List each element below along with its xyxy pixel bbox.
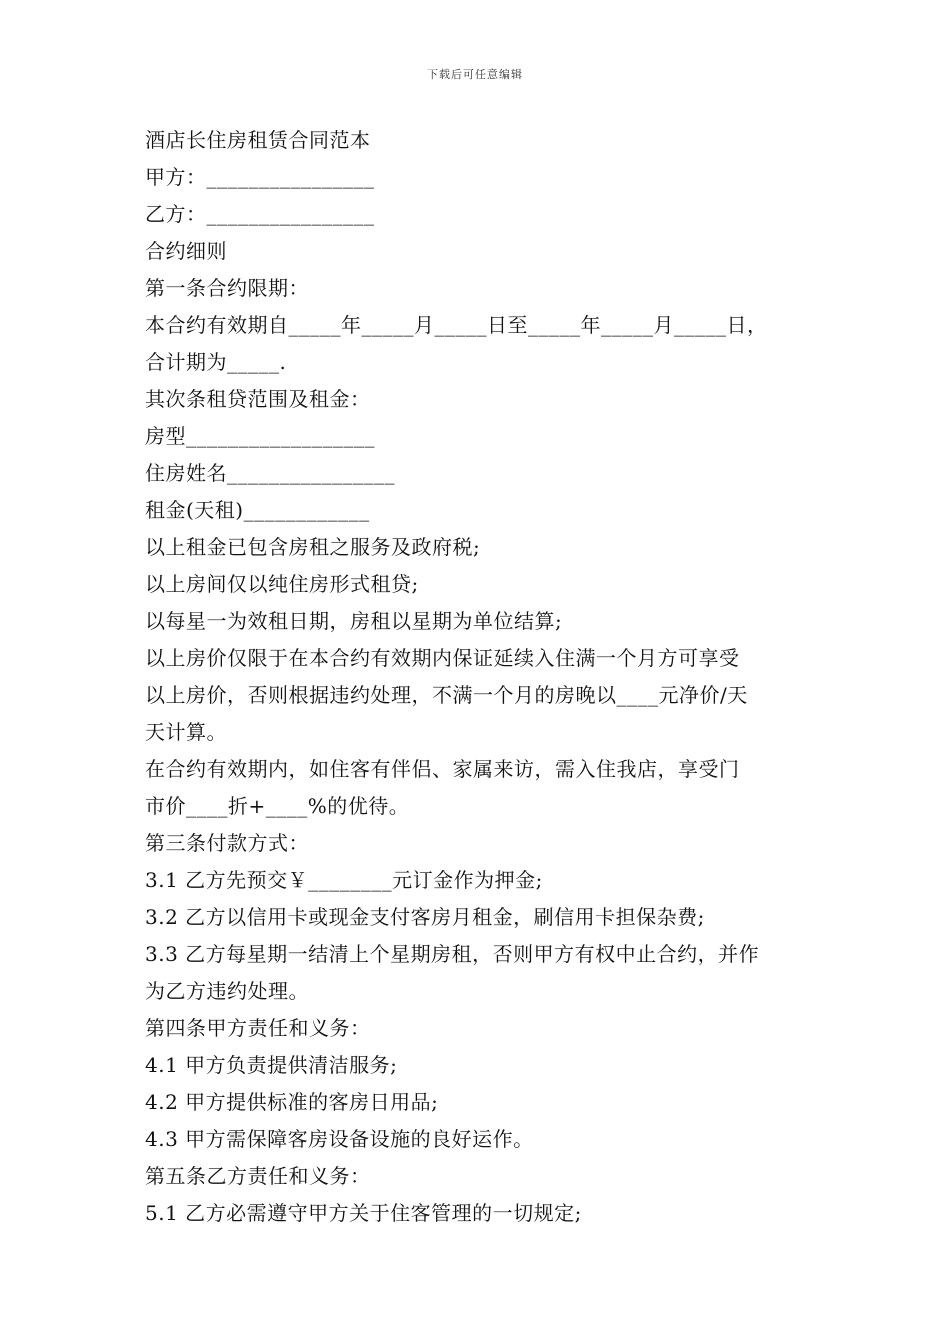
payment-clause-3-1: 3.1 乙方先预交￥________元订金作为押金; [145, 868, 543, 892]
rent-clause-2: 以上房间仅以纯住房形式租贷; [145, 572, 419, 596]
document-body [145, 122, 815, 1232]
page-header-note: 下载后可任意编辑 [427, 68, 523, 81]
party-a-duty-4-3: 4.3 甲方需保障客房设备设施的良好运作。 [145, 1127, 534, 1151]
rent-clause-4-line-3: 天计算。 [145, 720, 227, 744]
party-a-line: 甲方：________________ [145, 165, 375, 189]
party-b-line: 乙方：________________ [145, 202, 375, 226]
party-b-duty-5-1: 5.1 乙方必需遵守甲方关于住客管理的一切规定; [145, 1201, 582, 1225]
daily-rent-line: 租金(天租)____________ [145, 498, 370, 522]
article-1-total-line: 合计期为_____. [145, 350, 287, 374]
article-2-heading: 其次条租贷范围及租金： [145, 387, 371, 411]
rent-clause-4-line-2: 以上房价，否则根据违约处理，不满一个月的房晚以____元净价/天 [145, 683, 748, 707]
article-3-heading: 第三条付款方式： [145, 831, 309, 855]
payment-clause-3-3-line-1: 3.3 乙方每星期一结清上个星期房租，否则甲方有权中止合约，并作 [145, 942, 760, 966]
article-1-period-line: 本合约有效期自_____年_____月_____日至_____年_____月_____日， [145, 313, 768, 337]
rent-clause-5-line-2: 市价____折+____%的优待。 [145, 794, 410, 818]
party-a-duty-4-1: 4.1 甲方负责提供清洁服务; [145, 1053, 398, 1077]
payment-clause-3-3-line-2: 为乙方违约处理。 [145, 979, 309, 1003]
rent-clause-5-line-1: 在合约有效期内，如住客有伴侣、家属来访，需入住我店，享受门 [145, 757, 740, 781]
article-5-heading: 第五条乙方责任和义务： [145, 1164, 371, 1188]
guest-name-line: 住房姓名________________ [145, 461, 395, 485]
room-type-line: 房型__________________ [145, 424, 375, 448]
section-heading-rules: 合约细则 [145, 239, 227, 263]
article-1-heading: 第一条合约限期： [145, 276, 309, 300]
party-a-duty-4-2: 4.2 甲方提供标准的客房日用品; [145, 1090, 439, 1114]
rent-clause-1: 以上租金已包含房租之服务及政府税; [145, 535, 481, 559]
rent-clause-4-line-1: 以上房价仅限于在本合约有效期内保证延续入住满一个月方可享受 [145, 646, 740, 670]
article-4-heading: 第四条甲方责任和义务： [145, 1016, 371, 1040]
payment-clause-3-2: 3.2 乙方以信用卡或现金支付客房月租金，刷信用卡担保杂费; [145, 905, 705, 929]
rent-clause-3: 以每星一为效租日期，房租以星期为单位结算; [145, 609, 563, 633]
document-title: 酒店长住房租赁合同范本 [145, 128, 371, 152]
